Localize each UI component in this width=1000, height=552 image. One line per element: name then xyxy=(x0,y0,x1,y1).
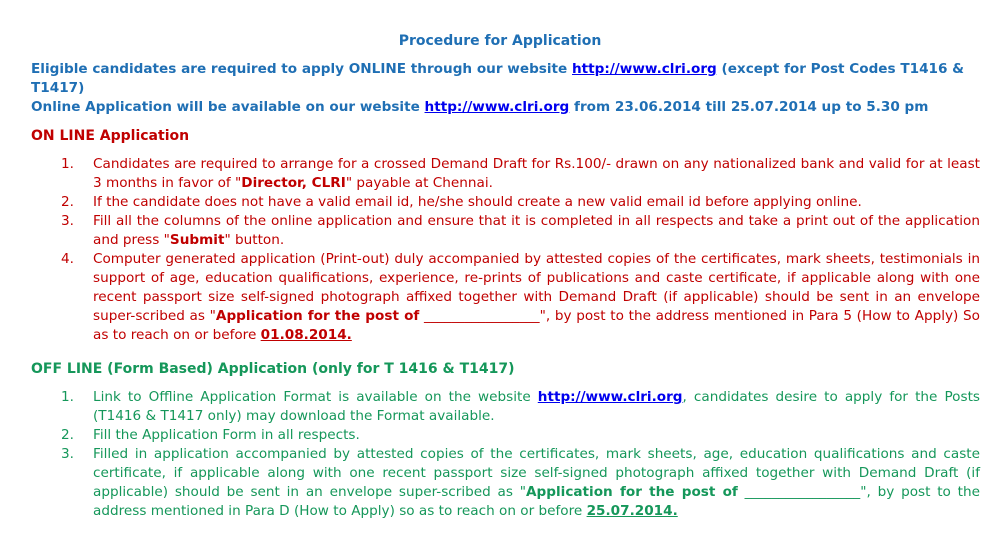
intro-line-1-suffix: (except for Post Codes T1416 & T1417) xyxy=(31,61,965,96)
step-text: Fill the Application Form in all respects. xyxy=(93,427,360,443)
step-emphasis: Director, CLRI xyxy=(241,175,346,191)
deadline-date: 01.08.2014. xyxy=(260,327,352,343)
offline-step-1 xyxy=(31,388,980,426)
step-number: 1. xyxy=(61,389,74,405)
intro-line-1 xyxy=(31,60,989,98)
offline-format-link[interactable]: http://www.clri.org xyxy=(537,389,683,405)
online-steps-list xyxy=(31,155,980,345)
online-heading: ON LINE Application xyxy=(31,128,190,144)
step-text: Fill all the columns of the online application and ensure that it is completed in all respects and take a print out of the application and press " xyxy=(93,213,980,248)
offline-steps-list xyxy=(31,388,980,521)
offline-step-3 xyxy=(31,445,980,521)
step-number: 3. xyxy=(61,446,74,462)
step-text: Link to Offline Application Format is available on the website xyxy=(93,389,538,405)
step-text: If the candidate does not have a valid email id, he/she should create a new valid email id before applying online. xyxy=(93,194,862,210)
step-emphasis: Submit xyxy=(169,232,225,248)
clri-website-link[interactable]: http://www.clri.org xyxy=(572,61,717,77)
step-text: Computer generated application (Print-out) duly accompanied by attested copies of the certificates, mark sheets, testimonials in support of age, education qualifications, experience, re-prints of publications and caste certificate, if applicable along with one recent passport size self-signed photograph affixed together with Demand Draft (if applicable) should be sent in an envelope super-scribed as " xyxy=(93,251,980,324)
step-text: Candidates are required to arrange for a crossed Demand Draft for Rs.100/- drawn on any nationalized bank and valid for at least 3 months in favor of " xyxy=(93,156,980,191)
step-number: 3. xyxy=(61,213,74,229)
online-step-2 xyxy=(31,193,980,212)
intro-line-2 xyxy=(31,98,989,117)
online-step-4 xyxy=(31,250,980,345)
page-title: Procedure for Application xyxy=(398,33,602,49)
step-number: 2. xyxy=(61,194,74,210)
step-text-end: , candidates desire to apply for the Posts (T1416 & T1417 only) may download the Format available. xyxy=(93,389,980,424)
step-number: 2. xyxy=(61,427,74,443)
step-emphasis: Application for the post of xyxy=(215,308,420,324)
clri-website-link-2[interactable]: http://www.clri.org xyxy=(424,99,570,115)
online-step-3 xyxy=(31,212,980,250)
offline-heading: OFF LINE (Form Based) Application (only for T 1416 & T1417) xyxy=(31,361,515,377)
step-number: 1. xyxy=(61,156,74,172)
online-step-1 xyxy=(31,155,980,193)
intro-line-2-suffix: from 23.06.2014 till 25.07.2014 up to 5.30 pm xyxy=(569,99,929,115)
step-text-end: " payable at Chennai. xyxy=(345,175,493,191)
step-emphasis: Application for the post of xyxy=(526,484,738,500)
step-text-mid: _________________", by post to the address mentioned in Para 5 (How to Apply) So as to reach on or before xyxy=(93,308,980,343)
deadline-date: 25.07.2014. xyxy=(586,503,678,519)
intro-section xyxy=(31,60,989,117)
step-number: 4. xyxy=(61,251,74,267)
intro-line-2-text: Online Application will be available on our website xyxy=(31,99,425,115)
step-text-mid: _________________", by post to the address mentioned in Para D (How to Apply) so as to reach on or before xyxy=(93,484,980,519)
offline-step-2 xyxy=(31,426,980,445)
intro-line-1-text: Eligible candidates are required to apply ONLINE through our website xyxy=(31,61,572,77)
step-text: Filled in application accompanied by attested copies of the certificates, mark sheets, age, education qualifications and caste certificate, if applicable along with one recent passport size self-signed photograph affixed together with Demand Draft (if applicable) should be sent in an envelope super-scribed as " xyxy=(93,446,980,500)
step-text-end: " button. xyxy=(224,232,285,248)
